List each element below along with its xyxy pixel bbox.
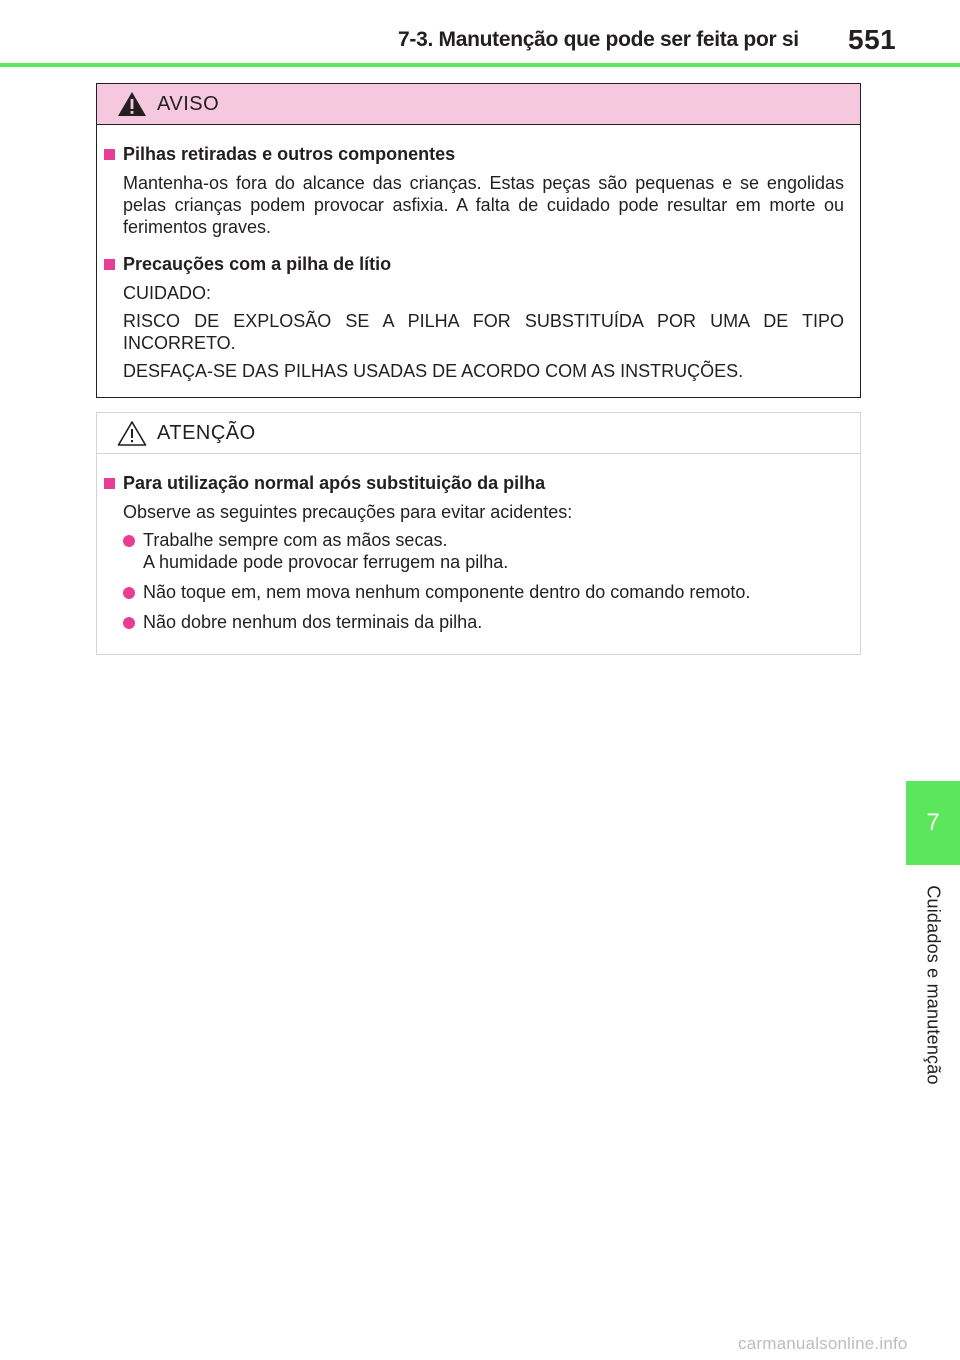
- round-bullet-icon: [123, 617, 135, 629]
- square-bullet-icon: [104, 478, 115, 489]
- intro-paragraph: Observe as seguintes precauções para evitar acidentes:: [123, 502, 573, 522]
- warning-label: AVISO: [157, 93, 220, 115]
- warning-box-body: [97, 125, 860, 382]
- notice-box-header: [97, 413, 860, 454]
- section-title-text: Pilhas retiradas e outros componentes: [123, 144, 456, 164]
- warning-triangle-outline-icon: [117, 420, 147, 446]
- list-item-text: Não dobre nenhum dos terminais da pilha.: [143, 612, 483, 632]
- watermark: carmanualsonline.info: [738, 1334, 908, 1353]
- chapter-label: Cuidados e manutenção: [923, 885, 944, 1085]
- list-item: [123, 581, 844, 603]
- list-item: [123, 611, 844, 633]
- section-title-text: Para utilização normal após substituição da pilha: [123, 473, 546, 493]
- section-title-text: Precauções com a pilha de lítio: [123, 254, 392, 274]
- header-rule: [0, 63, 960, 67]
- chapter-number: 7: [926, 809, 940, 836]
- square-bullet-icon: [104, 149, 115, 160]
- paragraph: RISCO DE EXPLOSÃO SE A PILHA FOR SUBSTITUÍDA POR UMA DE TIPO INCORRETO.: [123, 311, 844, 353]
- warning-box: [96, 83, 861, 398]
- warning-triangle-filled-icon: [117, 91, 147, 117]
- section-title: [103, 471, 844, 495]
- page-number: 551: [848, 24, 897, 55]
- header-title: 7-3. Manutenção que pode ser feita por si: [398, 28, 799, 51]
- notice-label: ATENÇÃO: [157, 422, 256, 444]
- paragraph: Mantenha-os fora do alcance das crianças. Estas peças são pequenas e se engolidas pelas crianças podem provocar asfixia. A falta de cuidado pode resultar em morte ou ferimentos graves.: [123, 173, 844, 237]
- paragraph: DESFAÇA-SE DAS PILHAS USADAS DE ACORDO COM AS INSTRUÇÕES.: [123, 361, 744, 381]
- square-bullet-icon: [104, 259, 115, 270]
- section-title: [103, 252, 844, 276]
- list-item-text: Não toque em, nem mova nenhum componente dentro do comando remoto.: [143, 582, 751, 602]
- section-title: [103, 142, 844, 166]
- round-bullet-icon: [123, 587, 135, 599]
- paragraph: CUIDADO:: [123, 283, 212, 303]
- notice-box-body: [97, 454, 860, 633]
- list-item-text: Trabalhe sempre com as mãos secas.: [143, 530, 448, 550]
- list-item-subtext: A humidade pode provocar ferrugem na pilha.: [143, 552, 509, 572]
- chapter-tab[interactable]: [906, 781, 960, 865]
- list-item: [123, 529, 844, 573]
- notice-box: [96, 412, 861, 655]
- round-bullet-icon: [123, 535, 135, 547]
- warning-box-header: [97, 84, 860, 125]
